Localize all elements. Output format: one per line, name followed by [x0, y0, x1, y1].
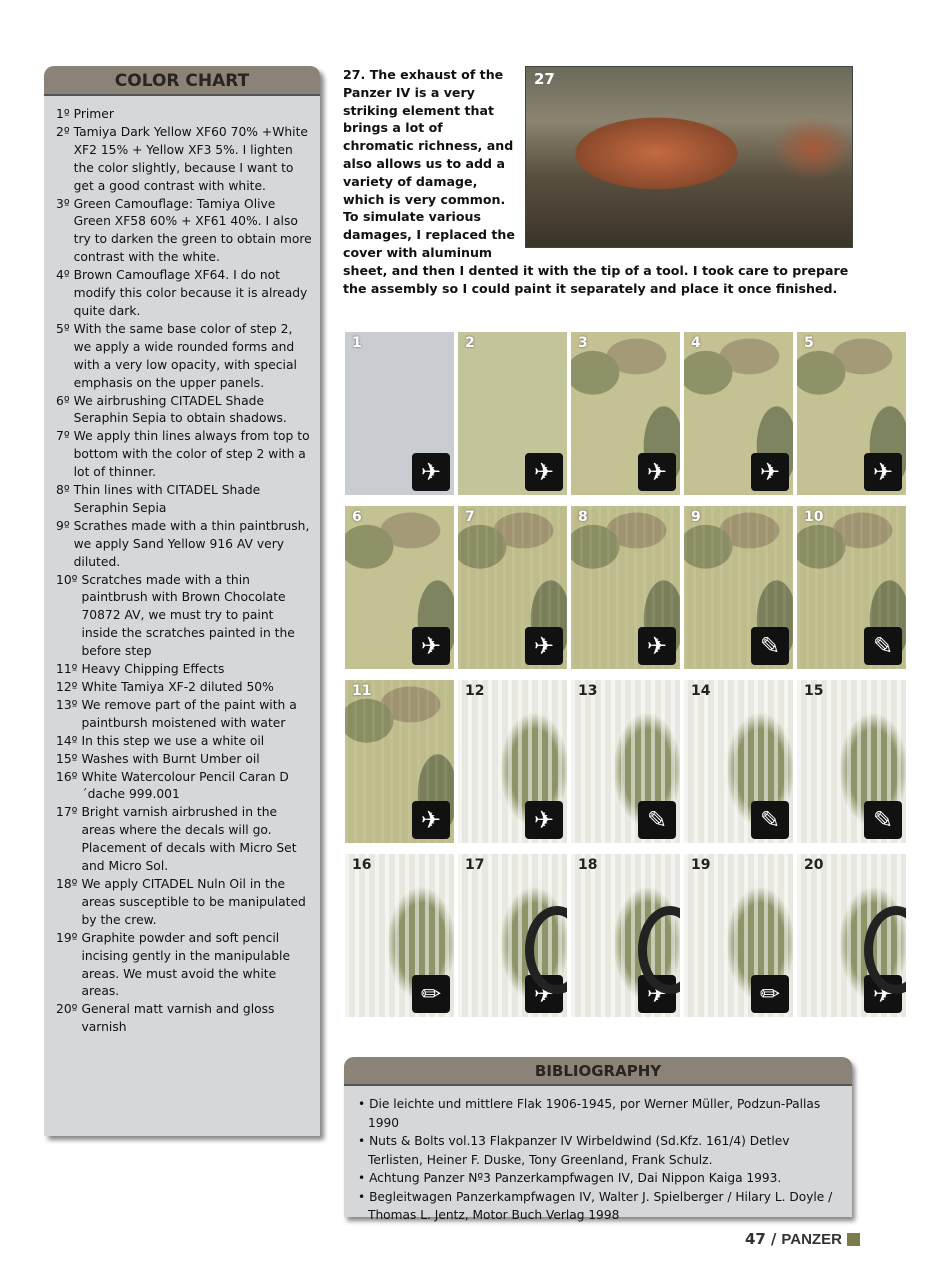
- airbrush-icon: ✈: [864, 453, 902, 491]
- paintbrush-icon: ✎: [864, 801, 902, 839]
- color-chart-item: [56, 393, 312, 429]
- item-text: Brown Camouflage XF64. I do not modify this color because it is already quite dark.: [73, 268, 308, 318]
- item-number: 10º: [56, 572, 78, 587]
- color-chart-item: [56, 679, 312, 697]
- item-number: 12º: [56, 680, 78, 694]
- paintbrush-icon: ✎: [638, 801, 676, 839]
- step-tile: [684, 506, 793, 669]
- color-chart-item: [56, 769, 312, 805]
- step-tile: [345, 332, 454, 495]
- step-tile: [684, 854, 793, 1017]
- color-chart-item: [56, 876, 312, 930]
- step-tile: [345, 854, 454, 1017]
- color-chart-item: [56, 428, 312, 482]
- photo-number: 27: [534, 70, 555, 88]
- exhaust-photo: [525, 66, 853, 248]
- step-tile: [797, 854, 906, 1017]
- airbrush-icon: ✈: [525, 453, 563, 491]
- item-number: 15º: [56, 751, 78, 766]
- item-number: 7º: [56, 429, 70, 444]
- color-chart-item: [56, 482, 312, 518]
- color-chart-item: [56, 751, 312, 769]
- item-text: We apply CITADEL Nuln Oil in the areas susceptible to be manipulated by the crew.: [81, 876, 306, 927]
- airbrush-icon: ✈: [751, 453, 789, 491]
- step-number: 12: [465, 683, 485, 699]
- bibliography-item: • Die leichte und mittlere Flak 1906-1945, por Werner Müller, Podzun-Pallas 1990: [358, 1097, 821, 1130]
- step-tile: [571, 680, 680, 843]
- color-chart-item: [56, 196, 312, 268]
- step-number: 4: [691, 335, 701, 351]
- item-text: General matt varnish and gloss varnish: [81, 1002, 275, 1035]
- item-text: With the same base color of step 2, we apply a wide rounded forms and with a very low opacity, with special emphasis on the upper panels.: [73, 321, 297, 390]
- color-chart-item: [56, 697, 312, 733]
- color-chart-box: [44, 66, 320, 1136]
- step-tile: [458, 506, 567, 669]
- item-text: Primer: [73, 107, 114, 121]
- brand-square-icon: [847, 1233, 860, 1246]
- intro-section: [343, 66, 853, 297]
- color-chart-item: [56, 572, 312, 662]
- step-number: 14: [691, 683, 711, 699]
- color-chart-item: [56, 733, 312, 751]
- airbrush-icon: ✈: [864, 975, 902, 1013]
- step-number: 1: [352, 335, 362, 351]
- step-tile: [571, 854, 680, 1017]
- paintbrush-icon: ✎: [751, 627, 789, 665]
- step-number: 16: [352, 857, 372, 873]
- step-number: 6: [352, 509, 362, 525]
- bibliography-item: • Nuts & Bolts vol.13 Flakpanzer IV Wirbeldwind (Sd.Kfz. 161/4) Detlev Terlisten, Heiner F. Duske, Tony Greenland, Frank Schulz.: [358, 1134, 790, 1167]
- airbrush-icon: ✈: [412, 627, 450, 665]
- item-number: 13º: [56, 697, 78, 712]
- step-tile: [797, 680, 906, 843]
- pencil-icon: ✏: [412, 975, 450, 1013]
- item-text: Green Camouflage: Tamiya Olive Green XF58 60% + XF61 40%. I also try to darken the green to obtain more contrast with the white.: [73, 196, 312, 265]
- step-tile: [571, 332, 680, 495]
- item-number: 6º: [56, 393, 70, 408]
- color-chart-list: [44, 96, 320, 1037]
- step-number: 11: [352, 683, 372, 699]
- color-chart-title: COLOR CHART: [44, 66, 320, 96]
- item-text: Scrathes made with a thin paintbrush, we apply Sand Yellow 916 AV very diluted.: [73, 518, 310, 569]
- color-chart-item: [56, 321, 312, 393]
- step-grid: [345, 332, 906, 1017]
- bibliography-box: [344, 1057, 852, 1222]
- step-number: 7: [465, 509, 475, 525]
- airbrush-icon: ✈: [525, 801, 563, 839]
- step-tile: [458, 680, 567, 843]
- item-number: 8º: [56, 483, 70, 498]
- step-tile: [684, 680, 793, 843]
- item-number: 3º: [56, 196, 70, 211]
- step-number: 2: [465, 335, 475, 351]
- step-number: 19: [691, 857, 711, 873]
- paintbrush-icon: ✎: [751, 801, 789, 839]
- step-number: 15: [804, 683, 824, 699]
- pencil-icon: ✏: [751, 975, 789, 1013]
- step-number: 9: [691, 509, 701, 525]
- step-number: 5: [804, 335, 814, 351]
- item-number: 20º: [56, 1002, 78, 1017]
- item-number: 17º: [56, 805, 78, 820]
- intro-text: 27. The exhaust of the Panzer IV is a very striking element that brings a lot of chromatic richness, and also allows us to add a variety of damage, which is very common. To simulate various damages, I replaced the cover with aluminum sheet, and then I dented it with the tip of a tool. I took care to prepare the assembly so I could paint it separately and place it once finished.: [343, 67, 849, 296]
- airbrush-icon: ✈: [525, 975, 563, 1013]
- item-text: We airbrushing CITADEL Shade Seraphin Sepia to obtain shadows.: [73, 393, 287, 426]
- step-number: 20: [804, 857, 824, 873]
- step-tile: [345, 680, 454, 843]
- step-tile: [797, 506, 906, 669]
- magazine-brand: PANZER: [781, 1230, 842, 1248]
- step-number: 17: [465, 857, 485, 873]
- color-chart-item: [56, 518, 312, 572]
- item-text: Washes with Burnt Umber oil: [81, 751, 260, 766]
- item-number: 19º: [56, 930, 78, 945]
- bibliography-item: • Achtung Panzer Nº3 Panzerkampfwagen IV, Dai Nippon Kaiga 1993.: [358, 1171, 782, 1185]
- item-text: Heavy Chipping Effects: [81, 662, 225, 677]
- item-text: Tamiya Dark Yellow XF60 70% +White XF2 15% + Yellow XF3 5%. I lighten the color slightly, because I want to get a good contrast with white.: [73, 124, 308, 193]
- item-number: 18º: [56, 876, 78, 891]
- color-chart-item: [56, 1001, 312, 1037]
- bibliography-list: [344, 1086, 852, 1225]
- item-text: Scratches made with a thin paintbrush with Brown Chocolate 70872 AV, we must try to paint inside the scratches painted in the before step: [81, 572, 295, 659]
- item-number: 9º: [56, 518, 70, 533]
- page-number: 47: [745, 1230, 766, 1248]
- page-footer: [745, 1230, 860, 1248]
- item-text: We apply thin lines always from top to bottom with the color of step 2 with a lot of thinner.: [73, 429, 310, 480]
- step-tile: [797, 332, 906, 495]
- step-tile: [458, 332, 567, 495]
- step-number: 10: [804, 509, 824, 525]
- item-text: We remove part of the paint with a paintbursh moistened with water: [81, 697, 297, 730]
- item-text: White Watercolour Pencil Caran D´dache 999.001: [81, 769, 289, 802]
- item-number: 14º: [56, 733, 78, 748]
- airbrush-icon: ✈: [412, 453, 450, 491]
- color-chart-item: [56, 804, 312, 876]
- item-number: 11º: [56, 662, 78, 677]
- item-number: 5º: [56, 321, 70, 336]
- airbrush-icon: ✈: [638, 453, 676, 491]
- item-text: White Tamiya XF-2 diluted 50%: [81, 680, 274, 694]
- item-number: 16º: [56, 769, 78, 784]
- item-text: Graphite powder and soft pencil incising gently in the manipulable areas. We must avoid the white areas.: [81, 930, 291, 999]
- airbrush-icon: ✈: [638, 627, 676, 665]
- color-chart-item: [56, 106, 312, 124]
- item-text: In this step we use a white oil: [81, 733, 265, 748]
- step-number: 13: [578, 683, 598, 699]
- airbrush-icon: ✈: [525, 627, 563, 665]
- step-tile: [684, 332, 793, 495]
- item-number: 1º: [56, 107, 70, 121]
- step-tile: [458, 854, 567, 1017]
- color-chart-item: [56, 267, 312, 321]
- step-number: 8: [578, 509, 588, 525]
- item-text: Thin lines with CITADEL Shade Seraphin Sepia: [73, 483, 261, 515]
- airbrush-icon: ✈: [638, 975, 676, 1013]
- bibliography-title: BIBLIOGRAPHY: [344, 1057, 852, 1086]
- paintbrush-icon: ✎: [864, 627, 902, 665]
- step-tile: [571, 506, 680, 669]
- item-number: 4º: [56, 268, 70, 283]
- color-chart-item: [56, 661, 312, 679]
- step-number: 18: [578, 857, 598, 873]
- color-chart-item: [56, 124, 312, 196]
- color-chart-item: [56, 930, 312, 1002]
- item-number: 2º: [56, 124, 70, 139]
- footer-separator: /: [770, 1230, 777, 1248]
- bibliography-item: • Begleitwagen Panzerkampfwagen IV, Walter J. Spielberger / Hilary L. Doyle / Thomas L. Jentz, Motor Buch Verlag 1998: [358, 1189, 833, 1222]
- step-tile: [345, 506, 454, 669]
- airbrush-icon: ✈: [412, 801, 450, 839]
- step-number: 3: [578, 335, 588, 351]
- item-text: Bright varnish airbrushed in the areas where the decals will go. Placement of decals with Micro Set and Micro Sol.: [81, 805, 297, 874]
